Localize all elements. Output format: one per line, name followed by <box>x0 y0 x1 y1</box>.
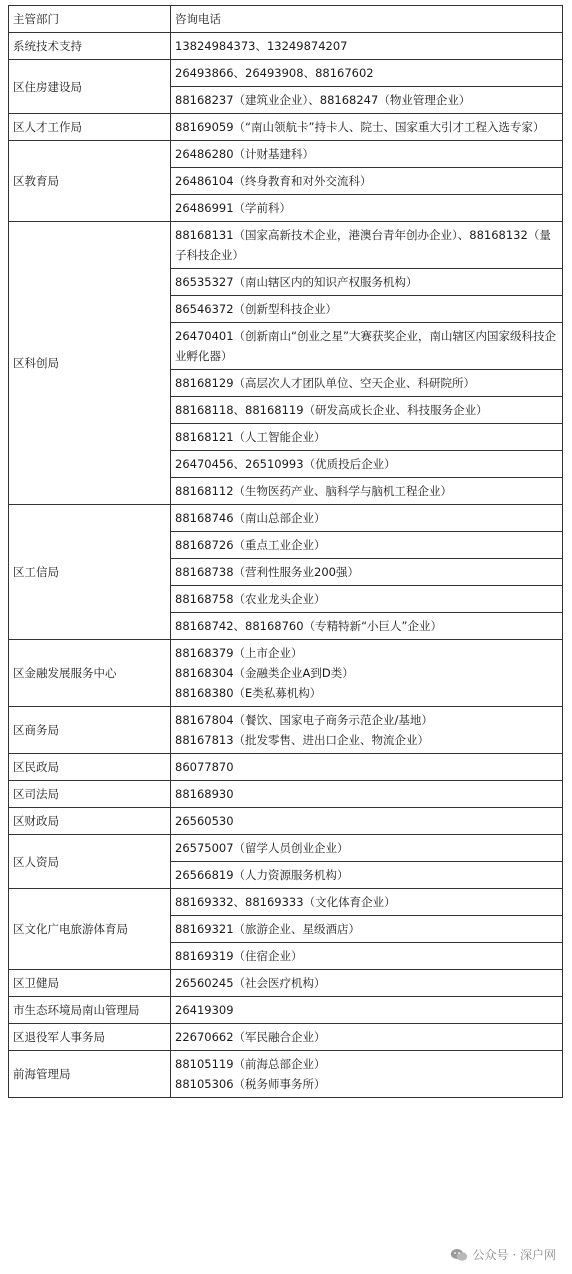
phone-cell <box>171 451 563 478</box>
phone-line: 86535327（南山辖区内的知识产权服务机构） <box>175 275 418 289</box>
phone-cell <box>171 997 563 1024</box>
header-phone: 咨询电话 <box>171 6 563 33</box>
phone-line: 88168930 <box>175 787 234 801</box>
phone-line: 88168129（高层次人才团队单位、空天企业、科研院所） <box>175 376 476 390</box>
phone-cell <box>171 532 563 559</box>
table-row <box>9 808 563 835</box>
phone-cell <box>171 1024 563 1051</box>
table-row <box>9 222 563 269</box>
phone-cell <box>171 424 563 451</box>
phone-line: 26560530 <box>175 814 234 828</box>
phone-cell <box>171 397 563 424</box>
phone-cell <box>171 754 563 781</box>
phone-cell <box>171 269 563 296</box>
dept-cell: 区科创局 <box>9 222 171 505</box>
dept-cell: 区工信局 <box>9 505 171 640</box>
phone-cell <box>171 916 563 943</box>
phone-cell <box>171 323 563 370</box>
phone-line: 86546372（创新型科技企业） <box>175 302 338 316</box>
phone-line: 88168121（人工智能企业） <box>175 430 326 444</box>
phone-line: 26486991（学前科） <box>175 201 292 215</box>
table-row <box>9 707 563 754</box>
phone-line: 88168118、88168119（研发高成长企业、科技服务企业） <box>175 403 488 417</box>
phone-cell <box>171 889 563 916</box>
phone-line: 88168237（建筑业企业）、88168247（物业管理企业） <box>175 93 471 107</box>
phone-line: 88168738（营利性服务业200强） <box>175 565 359 579</box>
phone-line: 88105306（税务师事务所） <box>175 1077 326 1091</box>
phone-cell <box>171 60 563 87</box>
table-body <box>9 33 563 1098</box>
phone-cell <box>171 781 563 808</box>
dept-cell: 区人才工作局 <box>9 114 171 141</box>
phone-line: 13824984373、13249874207 <box>175 39 348 53</box>
phone-cell <box>171 33 563 60</box>
dept-cell: 区金融发展服务中心 <box>9 640 171 707</box>
dept-cell: 区人资局 <box>9 835 171 889</box>
table-row <box>9 505 563 532</box>
phone-line: 88167804（餐饮、国家电子商务示范企业/基地） <box>175 713 433 727</box>
dept-cell: 市生态环境局南山管理局 <box>9 997 171 1024</box>
phone-line: 88168112（生物医药产业、脑科学与脑机工程企业） <box>175 484 453 498</box>
table-row <box>9 781 563 808</box>
phone-cell <box>171 370 563 397</box>
phone-line: 22670662（军民融合企业） <box>175 1030 326 1044</box>
watermark-text: 公众号 · 深户网 <box>472 1248 556 1262</box>
phone-cell <box>171 835 563 862</box>
table-row <box>9 754 563 781</box>
phone-line: 88168726（重点工业企业） <box>175 538 326 552</box>
phone-cell <box>171 114 563 141</box>
phone-line: 88169332、88169333（文化体育企业） <box>175 895 396 909</box>
phone-cell <box>171 559 563 586</box>
phone-cell <box>171 195 563 222</box>
dept-cell: 区司法局 <box>9 781 171 808</box>
table-row <box>9 640 563 707</box>
phone-cell <box>171 505 563 532</box>
phone-cell <box>171 862 563 889</box>
dept-cell: 区教育局 <box>9 141 171 222</box>
phone-line: 26486104（终身教育和对外交流科） <box>175 174 372 188</box>
phone-cell <box>171 640 563 707</box>
table-row <box>9 141 563 168</box>
wechat-icon <box>450 1248 468 1262</box>
phone-line: 88168746（南山总部企业） <box>175 511 326 525</box>
table-row <box>9 835 563 862</box>
table-row <box>9 1024 563 1051</box>
phone-line: 88169059（“南山领航卡”持卡人、院士、国家重大引才工程入选专家） <box>175 120 545 134</box>
phone-line: 26560245（社会医疗机构） <box>175 976 326 990</box>
dept-cell: 区文化广电旅游体育局 <box>9 889 171 970</box>
phone-cell <box>171 970 563 997</box>
phone-cell <box>171 943 563 970</box>
phone-cell <box>171 168 563 195</box>
phone-cell <box>171 222 563 269</box>
phone-cell <box>171 296 563 323</box>
header-dept: 主管部门 <box>9 6 171 33</box>
phone-line: 88168304（金融类企业A到D类） <box>175 666 354 680</box>
phone-cell <box>171 478 563 505</box>
contact-table <box>8 5 563 1098</box>
phone-line: 88168131（国家高新技术企业，港澳台青年创办企业）、88168132（量子科技企业） <box>175 228 551 262</box>
table-row <box>9 1051 563 1098</box>
dept-cell: 区商务局 <box>9 707 171 754</box>
table-header-row <box>9 6 563 33</box>
table-row <box>9 997 563 1024</box>
phone-cell <box>171 586 563 613</box>
phone-cell <box>171 707 563 754</box>
watermark <box>448 1245 558 1264</box>
table-row <box>9 889 563 916</box>
dept-cell: 区住房建设局 <box>9 60 171 114</box>
phone-line: 26493866、26493908、88167602 <box>175 66 374 80</box>
phone-line: 88168379（上市企业） <box>175 646 303 660</box>
phone-cell <box>171 1051 563 1098</box>
phone-line: 88167813（批发零售、进出口企业、物流企业） <box>175 733 430 747</box>
phone-line: 88168758（农业龙头企业） <box>175 592 326 606</box>
phone-line: 26470401（创新南山“创业之星”大赛获奖企业，南山辖区内国家级科技企业孵化器） <box>175 329 556 363</box>
phone-line: 26575007（留学人员创业企业） <box>175 841 349 855</box>
table-row <box>9 60 563 87</box>
dept-cell: 系统技术支持 <box>9 33 171 60</box>
table-row <box>9 114 563 141</box>
table-row <box>9 970 563 997</box>
phone-line: 88105119（前海总部企业） <box>175 1057 326 1071</box>
phone-line: 26470456、26510993（优质投后企业） <box>175 457 396 471</box>
phone-line: 88169319（住宿企业） <box>175 949 303 963</box>
phone-line: 86077870 <box>175 760 234 774</box>
dept-cell: 区退役军人事务局 <box>9 1024 171 1051</box>
dept-cell: 前海管理局 <box>9 1051 171 1098</box>
phone-line: 88168380（E类私募机构） <box>175 686 322 700</box>
phone-cell <box>171 87 563 114</box>
table-row <box>9 33 563 60</box>
phone-line: 26486280（计财基建科） <box>175 147 315 161</box>
phone-line: 88169321（旅游企业、星级酒店） <box>175 922 361 936</box>
dept-cell: 区财政局 <box>9 808 171 835</box>
phone-line: 26566819（人力资源服务机构） <box>175 868 349 882</box>
phone-cell <box>171 613 563 640</box>
phone-line: 26419309 <box>175 1003 234 1017</box>
phone-cell <box>171 808 563 835</box>
dept-cell: 区卫健局 <box>9 970 171 997</box>
phone-line: 88168742、88168760（专精特新“小巨人”企业） <box>175 619 442 633</box>
dept-cell: 区民政局 <box>9 754 171 781</box>
phone-cell <box>171 141 563 168</box>
